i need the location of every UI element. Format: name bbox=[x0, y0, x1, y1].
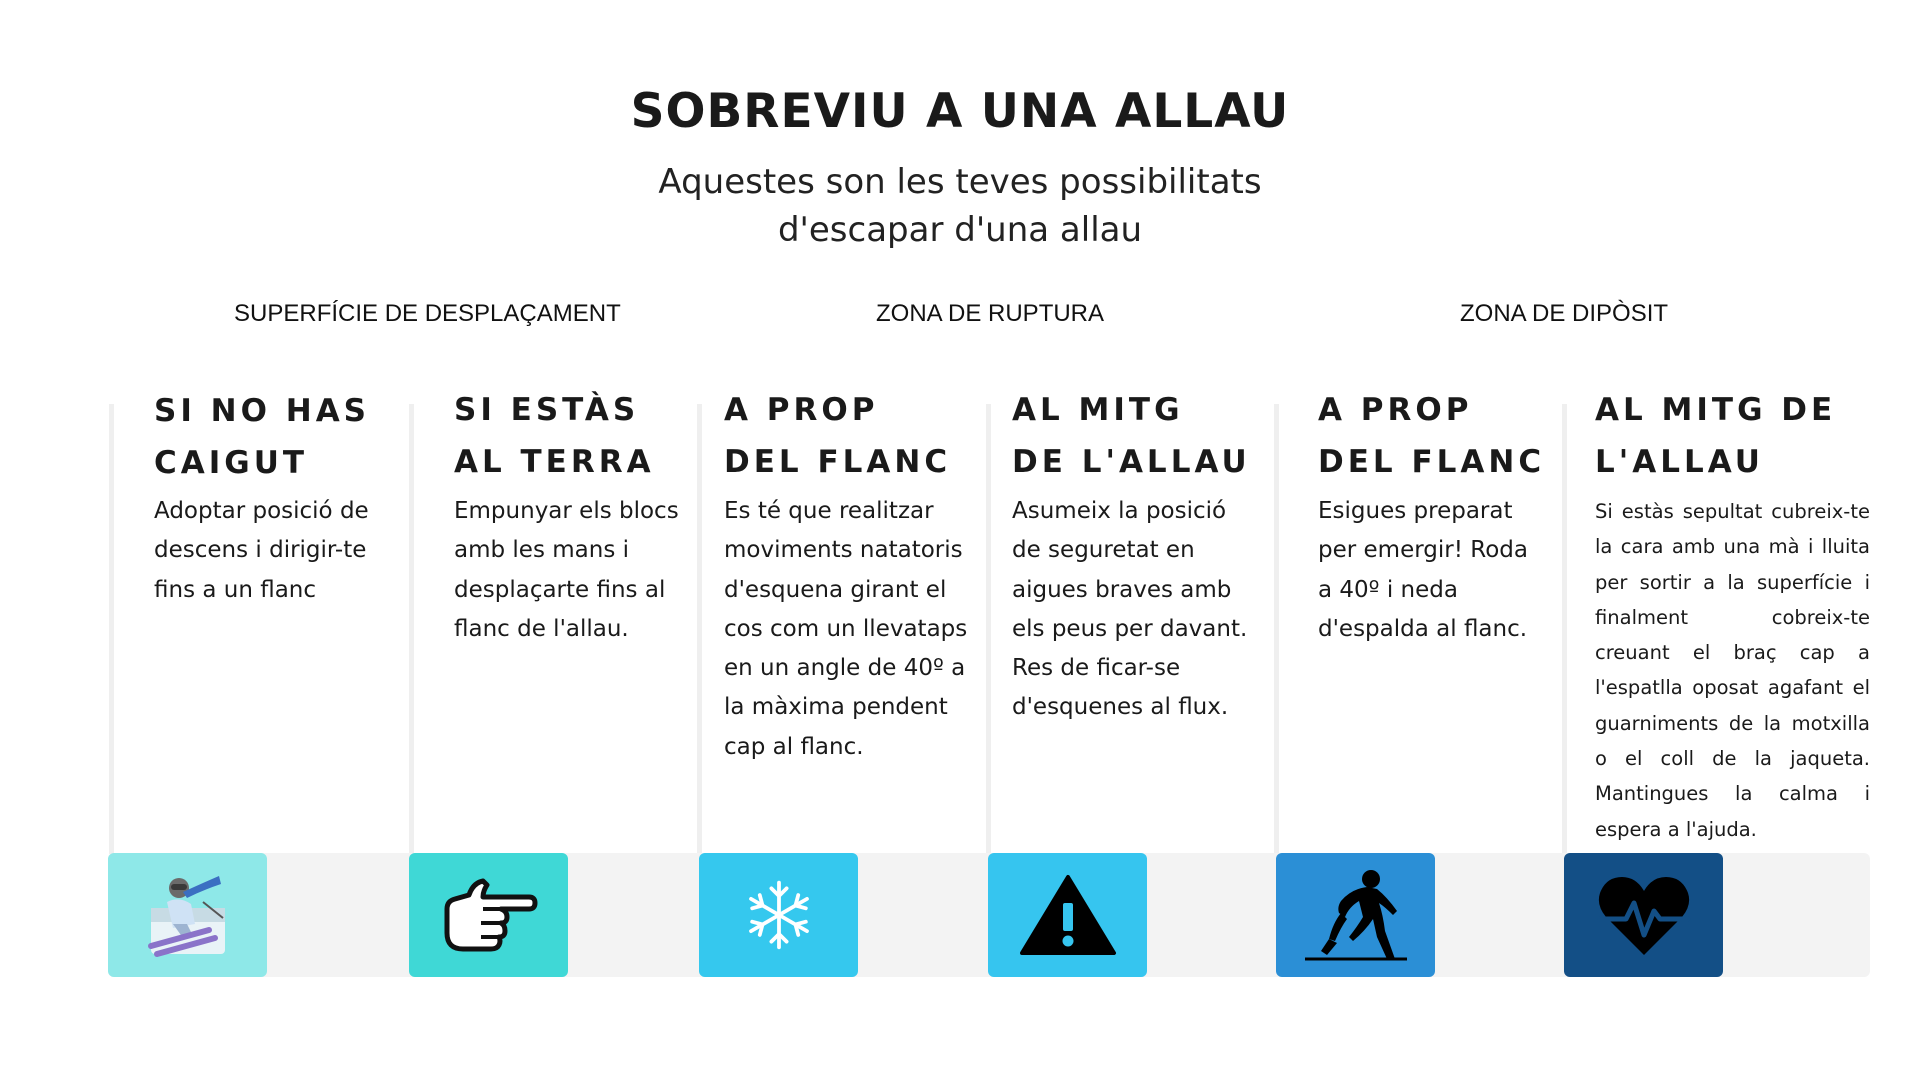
column-1-text: Adoptar posició de descens i dirigir-te fins a un flanc bbox=[154, 498, 369, 603]
column-4-title: AL MITG DE L'ALLAU bbox=[1012, 392, 1251, 480]
column-3-title: A PROP DEL FLANC bbox=[724, 392, 952, 480]
column-divider bbox=[697, 404, 702, 854]
pointing-hand-icon bbox=[439, 875, 539, 955]
column-3-text: Es té que realitzar moviments natatoris d'esquena girant el cos com un llevataps en un angle de 40º a la màxima pendent cap al flanc. bbox=[724, 498, 968, 760]
column-2-title: SI ESTÀS AL TERRA bbox=[454, 392, 655, 480]
page-subtitle bbox=[0, 158, 1920, 254]
column-divider bbox=[409, 404, 414, 854]
column-divider bbox=[1562, 404, 1567, 854]
column-1-title: SI NO HAS CAIGUT bbox=[154, 393, 371, 481]
column-divider bbox=[1274, 404, 1279, 854]
column-6-text: Si estàs sepultat cubreix-te la cara amb una mà i lluita per sortir a la superfície i finalment cobreix-te creuant el braç cap a l'espatlla oposat agafant el guarniments de la motxilla o el coll de la jaqueta. Mantingues la calma i espera a l'ajuda. bbox=[1595, 500, 1870, 841]
heartbeat-icon-box bbox=[1564, 853, 1723, 977]
column-4-text: Asumeix la posició de seguretat en aigues braves amb els peus per davant. Res de ficar-se d'esquenes al flux. bbox=[1012, 498, 1248, 721]
runner-start-icon-box bbox=[1276, 853, 1435, 977]
page-title: SOBREVIU A UNA ALLAU bbox=[630, 84, 1290, 139]
warning-icon-box bbox=[988, 853, 1147, 977]
subtitle-line-2: d'escapar d'una allau bbox=[777, 210, 1143, 250]
zone-label-rupture: ZONA DE RUPTURA bbox=[876, 300, 1105, 327]
runner-start-icon bbox=[1301, 867, 1411, 963]
zone-label-surface: SUPERFÍCIE DE DESPLAÇAMENT bbox=[234, 300, 621, 327]
zone-label-deposit: ZONA DE DIPÒSIT bbox=[1460, 300, 1669, 327]
skier-icon bbox=[143, 872, 233, 958]
skier-icon-box bbox=[108, 853, 267, 977]
pointing-hand-icon-box bbox=[409, 853, 568, 977]
column-5-title: A PROP DEL FLANC bbox=[1318, 392, 1546, 480]
column-divider bbox=[109, 404, 114, 854]
snowflake-icon bbox=[741, 877, 817, 953]
column-2-text: Empunyar els blocs amb les mans i desplaçarte fins al flanc de l'allau. bbox=[454, 498, 679, 642]
column-5-text: Esigues preparat per emergir! Roda a 40º i neda d'espalda al flanc. bbox=[1318, 498, 1528, 642]
subtitle-line-1: Aquestes son les teves possibilitats bbox=[658, 162, 1262, 202]
warning-icon bbox=[1018, 873, 1118, 957]
snowflake-icon-box bbox=[699, 853, 858, 977]
heartbeat-icon bbox=[1596, 873, 1692, 957]
column-divider bbox=[986, 404, 991, 854]
column-6-title: AL MITG DE L'ALLAU bbox=[1595, 392, 1837, 480]
